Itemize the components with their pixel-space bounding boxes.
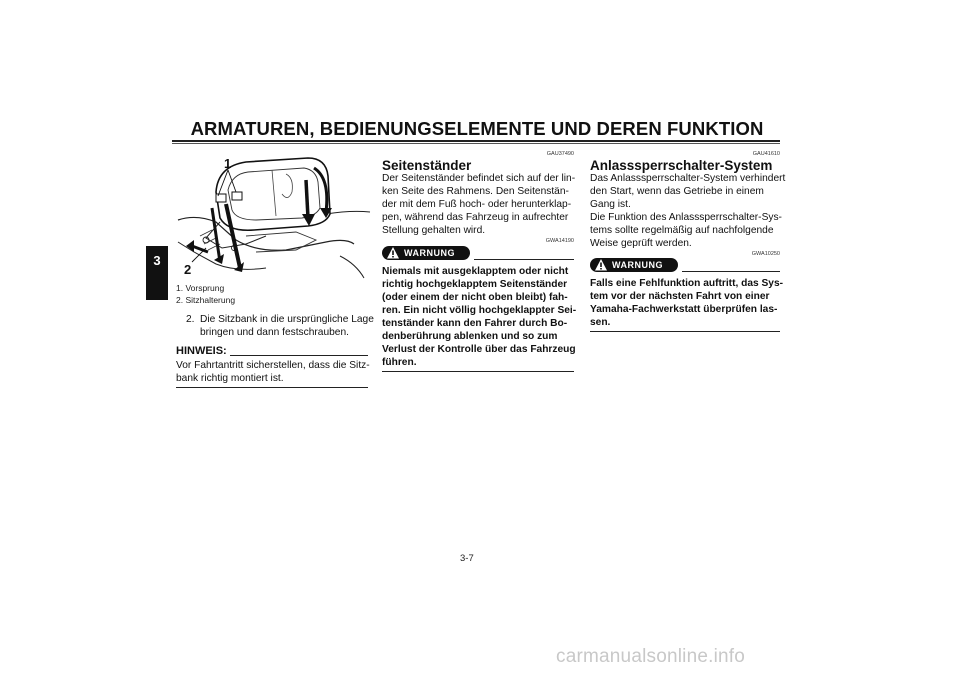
- warning-badge: [382, 246, 470, 260]
- callout-2: 2: [184, 262, 192, 277]
- page-title: ARMATUREN, BEDIENUNGSELEMENTE UND DEREN FUNKTION: [190, 118, 764, 139]
- legend-item-1: 1. Vorsprung: [176, 283, 225, 293]
- body-line: tems sollte regelmäßig auf nachfolgende: [590, 225, 774, 236]
- section-code: GAU37490: [546, 151, 574, 157]
- step-number: 2.: [186, 314, 195, 325]
- warning-line: Verlust der Kontrolle über das Fahrzeug: [382, 344, 576, 355]
- watermark: carmanualsonline.info: [556, 646, 746, 667]
- body-line: Weise geprüft werden.: [590, 238, 692, 249]
- body-line: Das Anlasssperrschalter-System verhindert: [590, 173, 786, 184]
- section-heading-seitenstaender: Seitenständer: [382, 158, 472, 173]
- warning-bottom-rule: [382, 371, 574, 372]
- chapter-tab: 3: [146, 246, 168, 276]
- warning-header-rule: [474, 259, 574, 260]
- warning-label: WARNUNG: [404, 248, 455, 258]
- warning-badge: [590, 258, 678, 272]
- section-code: GAU41610: [752, 151, 780, 157]
- title-rule-thin: [172, 143, 780, 144]
- warning-line: führen.: [382, 357, 417, 368]
- warning-code: GWA10250: [751, 251, 780, 257]
- warning-triangle-icon: [594, 258, 608, 272]
- callout-1: 1: [224, 156, 232, 171]
- page-number: 3-7: [460, 553, 474, 564]
- body-line: Stellung gehalten wird.: [382, 225, 486, 236]
- note-line-1: Vor Fahrtantritt sicherstellen, dass die Sitz-: [176, 360, 370, 371]
- legend-item-2: 2. Sitzhalterung: [176, 295, 236, 305]
- body-line: Der Seitenständer befindet sich auf der lin-: [382, 173, 576, 184]
- note-bottom-rule: [176, 387, 368, 388]
- warning-code: GWA14190: [545, 238, 574, 244]
- body-line: Die Funktion des Anlasssperrschalter-Sys-: [590, 212, 782, 223]
- warning-line: Yamaha-Fachwerkstatt überprüfen las-: [590, 304, 778, 315]
- warning-label: WARNUNG: [612, 260, 663, 270]
- body-line: den Start, wenn das Getriebe in einem: [590, 186, 764, 197]
- warning-header-rule: [682, 271, 780, 272]
- warning-line: Niemals mit ausgeklapptem oder nicht: [382, 266, 569, 277]
- body-line: pen, während das Fahrzeug in aufrechter: [382, 212, 569, 223]
- warning-line: denberührung ablenken und so zum: [382, 331, 558, 342]
- seat-illustration: [176, 152, 372, 282]
- note-line-2: bank richtig montiert ist.: [176, 373, 284, 384]
- body-line: der mit dem Fuß hoch- oder herunterklap-: [382, 199, 572, 210]
- step-line-1: Die Sitzbank in die ursprüngliche Lage: [200, 314, 374, 325]
- warning-triangle-icon: [386, 246, 400, 260]
- warning-line: ren. Ein nicht völlig hochgeklappter Sei-: [382, 305, 577, 316]
- warning-line: richtig hochgeklapptem Seitenständer: [382, 279, 568, 290]
- title-rule: [172, 140, 780, 142]
- step-line-2: bringen und dann festschrauben.: [200, 327, 349, 338]
- warning-line: sen.: [590, 317, 611, 328]
- warning-line: tenständer kann den Fahrer durch Bo-: [382, 318, 568, 329]
- note-label-rule: [230, 355, 368, 356]
- note-label: HINWEIS:: [176, 345, 227, 357]
- chapter-tab-bar: [146, 276, 168, 300]
- section-heading-anlasssperrschalter: Anlasssperrschalter-System: [590, 158, 773, 173]
- body-line: ken Seite des Rahmens. Den Seitenstän-: [382, 186, 569, 197]
- body-line: Gang ist.: [590, 199, 631, 210]
- warning-bottom-rule: [590, 331, 780, 332]
- warning-line: Falls eine Fehlfunktion auftritt, das Sys-: [590, 278, 784, 289]
- warning-line: (oder einem der nicht oben bleibt) fah-: [382, 292, 568, 303]
- warning-line: tem vor der nächsten Fahrt von einer: [590, 291, 770, 302]
